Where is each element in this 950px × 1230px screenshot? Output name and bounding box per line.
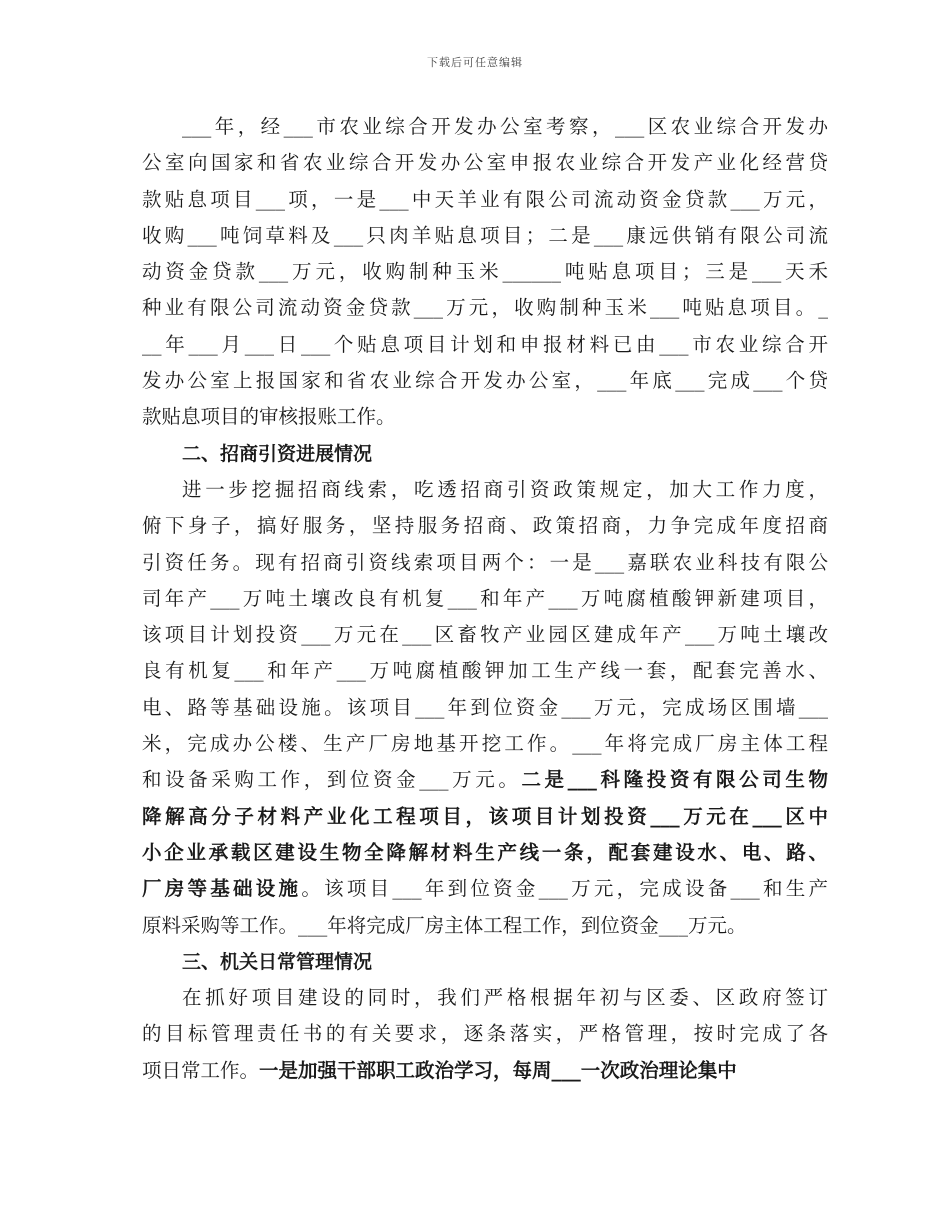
- text-line: [142, 182, 828, 218]
- text-segment: 种业有限公司流动资金贷款___万元，收购制种玉米___吨贴息项目。_: [142, 296, 828, 320]
- text-line: [142, 545, 828, 581]
- bold-text: 降解高分子材料产业化工程项目，该项目计划投资___万元在___区中: [142, 804, 828, 828]
- text-segment: 项日常工作。: [142, 1058, 260, 1082]
- text-segment: 该项目计划投资___万元在___区畜牧产业园区建成年产___万吨土壤改: [142, 623, 828, 647]
- text-line: [142, 399, 828, 435]
- text-segment: 动资金贷款___万元，收购制种玉米______吨贴息项目；三是___天禾: [142, 260, 828, 284]
- page-header: 下载后可任意编辑: [427, 56, 523, 69]
- text-line: [142, 835, 828, 871]
- text-line: [142, 871, 828, 907]
- text-line: [142, 145, 828, 181]
- text-line: [142, 908, 828, 944]
- text-segment: 三、机关日常管理情况: [182, 950, 373, 973]
- text-segment: 进一步挖掘招商线索，吃透招商引资政策规定，加大工作力度，: [182, 477, 828, 501]
- text-segment: 电、路等基础设施。该项目___年到位资金___万元，完成场区围墙___: [142, 695, 828, 719]
- text-segment: 二、招商引资进展情况: [182, 442, 373, 465]
- text-line: [142, 472, 828, 508]
- text-line: [142, 581, 828, 617]
- text-segment: 俯下身子，搞好服务，坚持服务招商、政策招商，力争完成年度招商: [142, 514, 828, 538]
- text-line: [142, 109, 828, 145]
- text-line: [142, 254, 828, 290]
- text-line: [142, 762, 828, 798]
- text-line: [142, 726, 828, 762]
- text-segment: 的目标管理责任书的有关要求，逐条落实，严格管理，按时完成了各: [142, 1022, 828, 1046]
- text-segment: 原料采购等工作。___年将完成厂房主体工程工作，到位资金___万元。: [142, 913, 747, 937]
- text-segment: 发办公室上报国家和省农业综合开发办公室，___年底___完成___个贷: [142, 369, 828, 393]
- bold-text: 一是加强干部职工政治学习，每周___一次政治理论集中: [259, 1058, 737, 1082]
- text-segment: 在抓好项目建设的同时，我们严格根据年初与区委、区政府签订: [182, 986, 828, 1010]
- text-segment: 款贴息项目___项，一是___中天羊业有限公司流动资金贷款___万元，: [142, 187, 828, 211]
- text-segment: 良有机复___和年产___万吨腐植酸钾加工生产线一套，配套完善水、: [142, 659, 828, 683]
- document-body: [142, 109, 828, 1089]
- text-line: [142, 980, 828, 1016]
- text-line: [142, 218, 828, 254]
- text-segment: 收购___吨饲草料及___只肉羊贴息项目；二是___康远供销有限公司流: [142, 223, 828, 247]
- text-line: [142, 363, 828, 399]
- text-segment: 米，完成办公楼、生产厂房地基开挖工作。___年将完成厂房主体工程: [142, 732, 828, 756]
- bold-text: 二是___科隆投资有限公司生物: [521, 768, 828, 792]
- text-line: [142, 617, 828, 653]
- text-segment: ___年，经___市农业综合开发办公室考察，___区农业综合开发办: [182, 115, 828, 138]
- text-segment: 引资任务。现有招商引资线索项目两个：一是___嘉联农业科技有限公: [142, 550, 828, 574]
- text-line: [142, 508, 828, 544]
- text-segment: 。该项目___年到位资金___万元，完成设备___和生产: [301, 877, 828, 901]
- section-heading: [142, 944, 828, 980]
- bold-text: 厂房等基础设施: [142, 877, 302, 901]
- text-segment: 款贴息项目的审核报账工作。: [142, 405, 396, 429]
- text-segment: 公室向国家和省农业综合开发办公室申报农业综合开发产业化经营贷: [142, 151, 828, 175]
- text-line: [142, 1016, 828, 1052]
- text-line: [142, 290, 828, 326]
- text-segment: __年___月___日___个贴息项目计划和申报材料已由___市农业综合开: [142, 332, 828, 356]
- text-segment: 和设备采购工作，到位资金___万元。: [142, 768, 522, 792]
- text-line: [142, 799, 828, 835]
- text-line: [142, 1053, 828, 1089]
- text-line: [142, 690, 828, 726]
- text-line: [142, 653, 828, 689]
- bold-text: 小企业承载区建设生物全降解材料生产线一条，配套建设水、电、路、: [142, 840, 828, 864]
- section-heading: [142, 436, 828, 472]
- text-segment: 司年产___万吨土壤改良有机复___和年产___万吨腐植酸钾新建项目，: [142, 586, 828, 610]
- text-line: [142, 327, 828, 363]
